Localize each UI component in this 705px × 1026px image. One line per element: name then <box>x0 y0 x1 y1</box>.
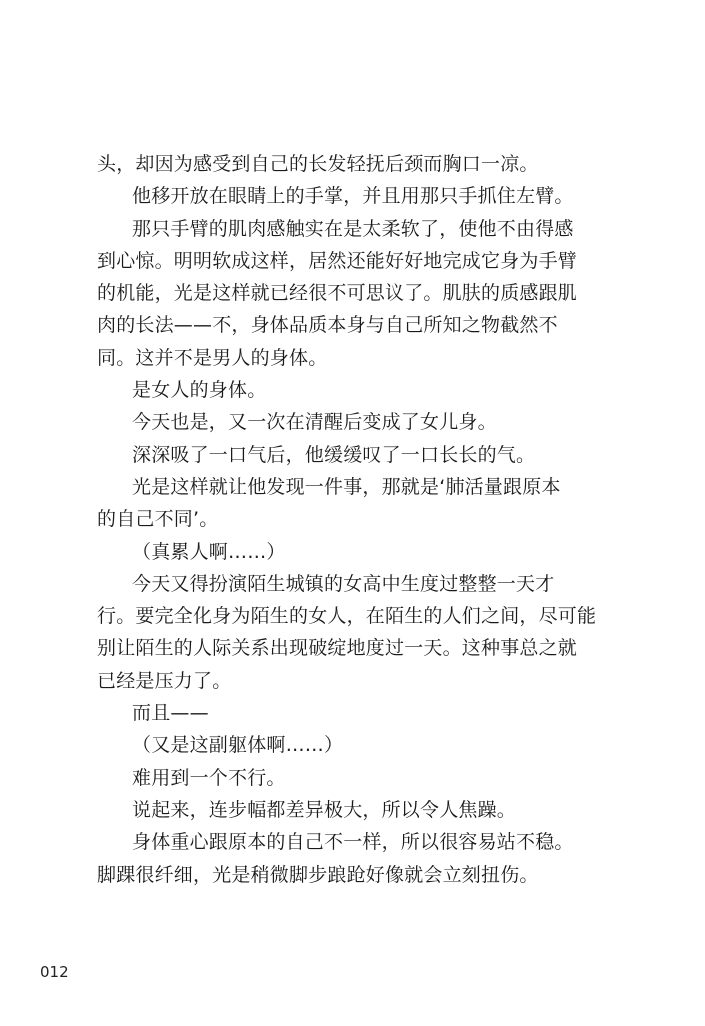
text-line: 头，却因为感受到自己的长发轻抚后颈而胸口一凉。 <box>97 153 539 175</box>
text-line: 今天也是，又一次在清醒后变成了女儿身。 <box>132 411 497 434</box>
text-line: 的机能，光是这样就已经很不可思议了。肌肤的质感跟肌 <box>97 282 578 305</box>
text-line: 是女人的身体。 <box>132 379 267 402</box>
text-line: （真累人啊……） <box>132 540 286 563</box>
text-line: 已经是压力了。 <box>97 669 232 692</box>
text-line: 脚踝很纤细，光是稍微脚步踉跄好像就会立刻扭伤。 <box>97 863 539 886</box>
text-line: 今天又得扮演陌生城镇的女高中生度过整整一天才 <box>132 572 555 595</box>
text-line: 难用到一个不行。 <box>132 766 286 789</box>
text-line: 肉的长法——不，身体品质本身与自己所知之物截然不 <box>97 314 558 337</box>
text-line: 行。要完全化身为陌生的女人，在陌生的人们之间，尽可能 <box>97 605 597 628</box>
text-line: 到心惊。明明软成这样，居然还能好好地完成它身为手臂 <box>97 249 578 272</box>
body-text <box>97 148 597 891</box>
text-line: 的自己不同’。 <box>97 508 219 531</box>
text-line: 说起来，连步幅都差异极大，所以令人焦躁。 <box>132 798 517 821</box>
page-number: 012 <box>40 963 69 981</box>
text-line: 他移开放在眼睛上的手掌，并且用那只手抓住左臂。 <box>132 185 574 208</box>
text-line: 深深吸了一口气后，他缓缓叹了一口长长的气。 <box>132 443 536 466</box>
text-line: 而且—— <box>132 702 209 725</box>
text-line: 身体重心跟原本的自己不一样，所以很容易站不稳。 <box>132 831 574 854</box>
text-line: 光是这样就让他发现一件事，那就是‘肺活量跟原本 <box>132 475 561 498</box>
text-line: 别让陌生的人际关系出现破绽地度过一天。这种事总之就 <box>97 637 578 660</box>
text-line: 同。这并不是男人的身体。 <box>97 346 328 369</box>
text-line: （又是这副躯体啊……） <box>132 734 344 757</box>
text-line: 那只手臂的肌肉感触实在是太柔软了，使他不由得感 <box>132 217 574 240</box>
